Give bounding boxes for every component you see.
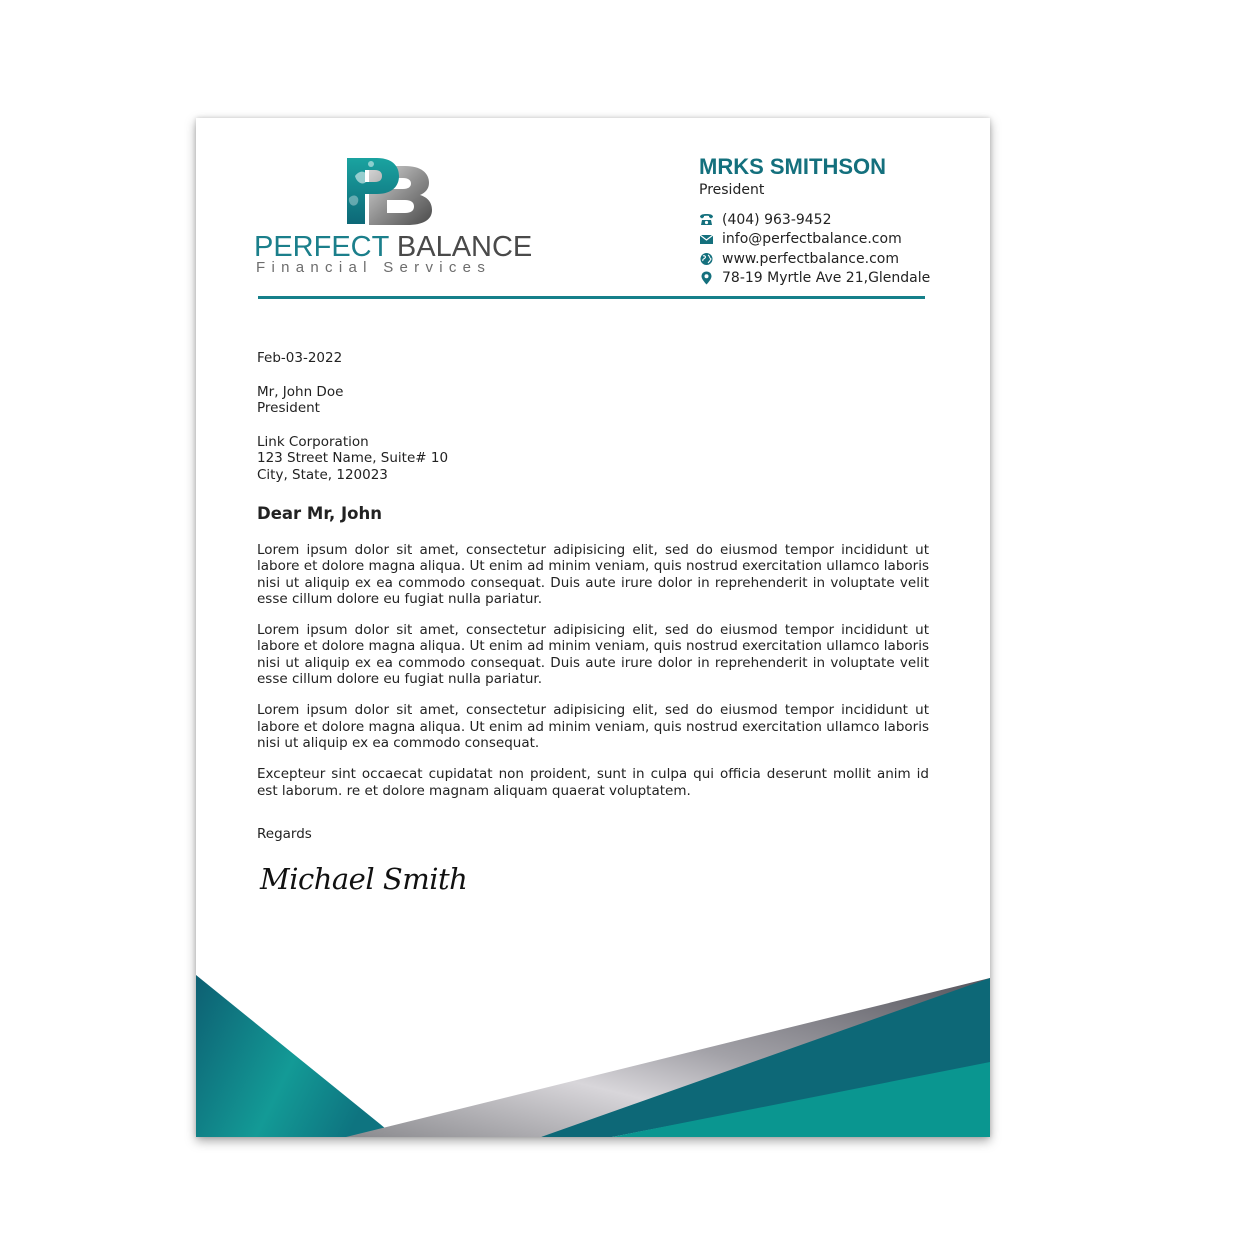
contact-address-text: 78-19 Myrtle Ave 21,Glendale: [722, 270, 931, 287]
recipient-city: City, State, 120023: [257, 466, 388, 483]
letter-date: Feb-03-2022: [257, 350, 343, 366]
contact-website-text: www.perfectbalance.com: [722, 250, 899, 267]
pb-monogram-icon: [347, 158, 437, 226]
recipient-street: 123 Street Name, Suite# 10: [257, 450, 449, 467]
location-icon: [699, 271, 714, 285]
contact-phone-text: (404) 963-9452: [722, 211, 832, 228]
contact-email: [699, 230, 979, 250]
footer-decoration: [196, 968, 990, 1137]
body-paragraph: Lorem ipsum dolor sit amet, consectetur adipisicing elit, sed do eiusmod tempor incididunt ut labore et dolore magna aliqua. Ut enim ad minim veniam, quis nostrud exercitation ullamco laboris nisi ut aliquip ex ea commodo consequat.: [257, 702, 929, 751]
contact-list: [699, 210, 979, 288]
brand-name-part1: PERFECT: [254, 231, 389, 263]
globe-icon: [699, 252, 714, 266]
contact-address: [699, 269, 979, 289]
brand-name-part2: BALANCE: [388, 231, 533, 263]
letter-greeting: Dear Mr, John: [257, 504, 383, 523]
contact-block: [699, 154, 979, 288]
contact-email-text: info@perfectbalance.com: [722, 231, 902, 248]
company-logo: [254, 156, 533, 276]
body-paragraph: Lorem ipsum dolor sit amet, consectetur adipisicing elit, sed do eiusmod tempor incididunt ut labore et dolore magna aliqua. Ut enim ad minim veniam, quis nostrud exercitation ullamco laboris nisi ut aliquip ex ea commodo consequat. Duis aute irure dolor in reprehenderit in voluptate velit esse cillum dolore eu fugiat nulla pariatur.: [257, 542, 929, 607]
recipient-block: [257, 384, 929, 417]
signature: Michael Smith: [260, 862, 468, 896]
phone-icon: [699, 213, 714, 227]
letter-body: [257, 542, 929, 814]
recipient-title: President: [257, 400, 320, 417]
mail-icon: [699, 232, 714, 246]
body-paragraph: Lorem ipsum dolor sit amet, consectetur adipisicing elit, sed do eiusmod tempor incididunt ut labore et dolore magna aliqua. Ut enim ad minim veniam, quis nostrud exercitation ullamco laboris nisi ut aliquip ex ea commodo consequat. Duis aute irure dolor in reprehenderit in voluptate velit esse cillum dolore eu fugiat nulla pariatur.: [257, 622, 929, 688]
brand-tagline: Financial Services: [256, 259, 492, 276]
sender-name: MRKS SMITHSON: [699, 154, 886, 179]
contact-website: [699, 249, 979, 269]
recipient-name: Mr, John Doe: [257, 384, 344, 400]
sender-role: President: [699, 182, 765, 198]
letterhead-page: [196, 118, 990, 1137]
contact-phone: [699, 210, 979, 230]
recipient-address: [257, 434, 929, 483]
header-divider: [258, 296, 925, 299]
body-paragraph: Excepteur sint occaecat cupidatat non proident, sunt in culpa qui officia deserunt mollit anim id est laborum. re et dolore magnam aliquam quaerat voluptatem.: [257, 766, 929, 799]
letter-closing: Regards: [257, 826, 312, 842]
recipient-company: Link Corporation: [257, 434, 369, 450]
